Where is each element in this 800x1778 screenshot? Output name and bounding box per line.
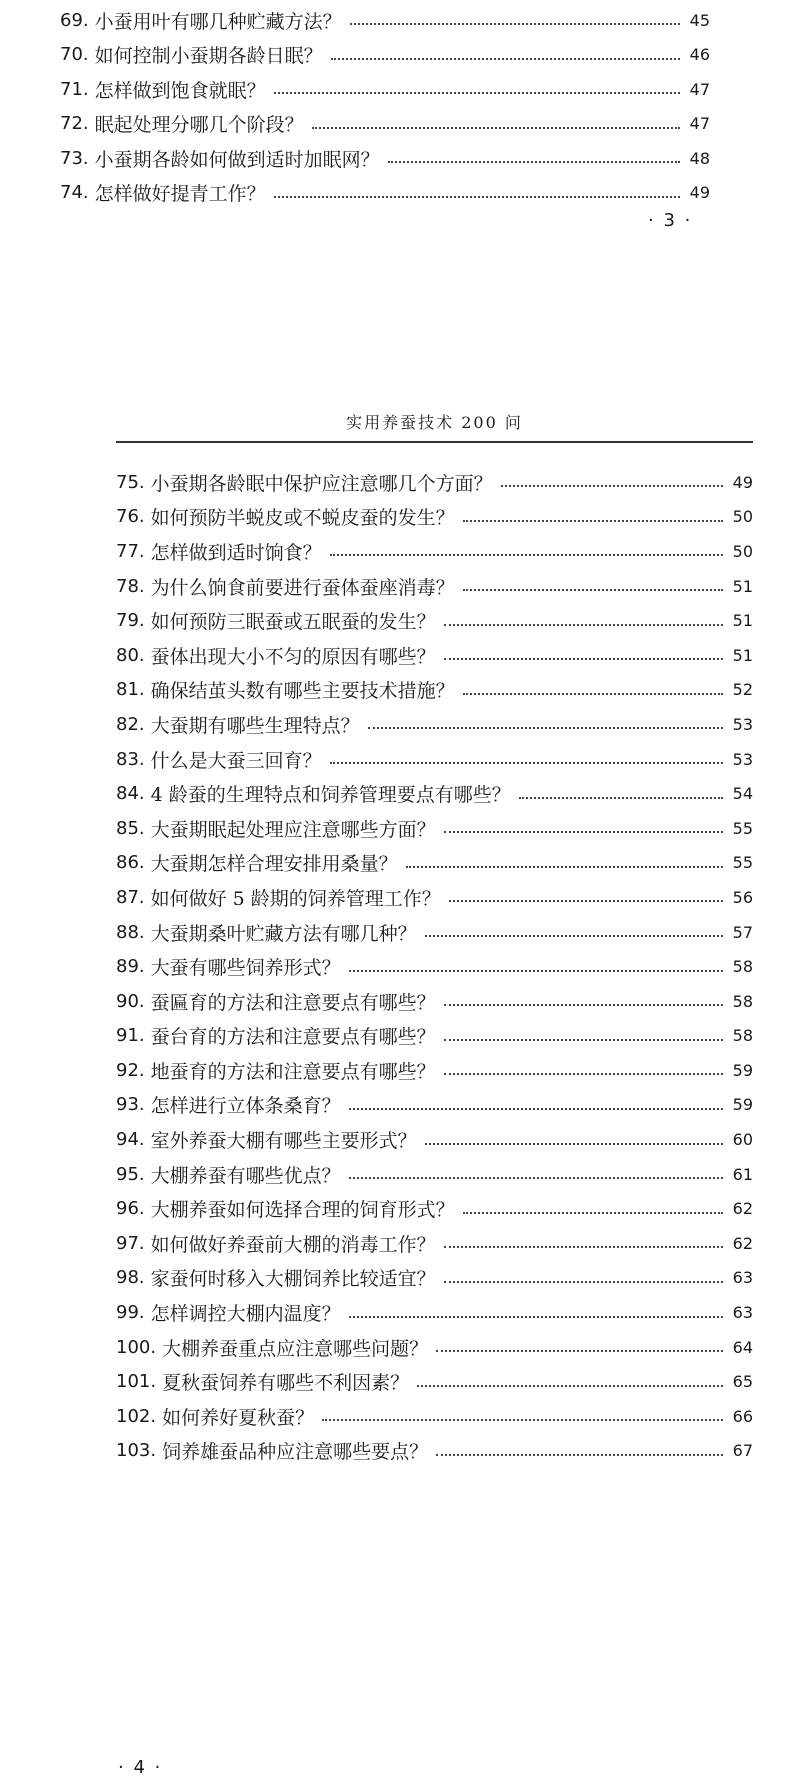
entry-title: 为什么饷食前要进行蚕体蚕座消毒？ [150, 576, 455, 599]
toc-entry [116, 742, 753, 777]
entry-number: 103. [116, 1440, 157, 1462]
entry-title: 怎样调控大棚内温度？ [150, 1303, 341, 1326]
entry-title: 大蚕期眠起处理应注意哪些方面？ [150, 818, 436, 841]
entry-number: 73. [60, 147, 89, 169]
entry-page-number: 63 [732, 1303, 753, 1323]
toc-list [60, 3, 710, 210]
dot-leader [425, 935, 723, 937]
dot-leader [444, 831, 723, 833]
entry-number: 84. [116, 783, 145, 805]
entry-title: 什么是大蚕三回育？ [150, 749, 322, 772]
toc-entry [116, 1157, 753, 1192]
entry-number: 86. [116, 852, 145, 874]
dot-leader [406, 866, 723, 868]
dot-leader [436, 1350, 723, 1352]
entry-number: 93. [116, 1094, 145, 1116]
entry-title: 夏秋蚕饲养有哪些不利因素？ [162, 1372, 410, 1395]
entry-title: 眠起处理分哪几个阶段？ [94, 114, 304, 137]
dot-leader [444, 1004, 723, 1006]
entry-title: 4 龄蚕的生理特点和饲养管理要点有哪些？ [150, 784, 511, 807]
entry-page-number: 59 [732, 1060, 753, 1080]
toc-entry [116, 846, 753, 881]
entry-page-number: 57 [732, 922, 753, 942]
entry-page-number: 58 [732, 957, 753, 977]
entry-title: 大蚕期有哪些生理特点？ [150, 714, 360, 737]
toc-page-4 [0, 345, 800, 1778]
entry-page-number: 53 [732, 749, 753, 769]
dot-leader [330, 762, 723, 764]
header-rule [116, 441, 753, 443]
dot-leader [331, 58, 680, 60]
entry-number: 79. [116, 610, 145, 632]
toc-entry [116, 1364, 753, 1399]
entry-number: 96. [116, 1198, 145, 1220]
entry-page-number: 48 [689, 148, 710, 168]
entry-number: 80. [116, 644, 145, 666]
toc-entry [116, 465, 753, 500]
entry-number: 90. [116, 990, 145, 1012]
entry-number: 85. [116, 817, 145, 839]
dot-leader [519, 797, 723, 799]
entry-page-number: 55 [732, 853, 753, 873]
entry-title: 大棚养蚕重点应注意哪些问题？ [162, 1337, 429, 1360]
entry-title: 家蚕何时移入大棚饲养比较适宜？ [150, 1268, 436, 1291]
entry-title: 怎样做到适时饷食？ [150, 541, 322, 564]
entry-title: 饲养雄蚕品种应注意哪些要点？ [162, 1441, 429, 1464]
entry-number: 71. [60, 78, 89, 100]
entry-number: 77. [116, 540, 145, 562]
dot-leader [463, 1212, 723, 1214]
dot-leader [349, 1108, 723, 1110]
entry-number: 102. [116, 1405, 157, 1427]
entry-title: 大蚕有哪些饲养形式？ [150, 957, 341, 980]
entry-title: 怎样做到饱食就眠？ [94, 79, 266, 102]
dot-leader [388, 161, 680, 163]
toc-entry [116, 1295, 753, 1330]
toc-entry [116, 915, 753, 950]
entry-title: 地蚕育的方法和注意要点有哪些？ [150, 1060, 436, 1083]
entry-title: 大蚕期怎样合理安排用桑量？ [150, 853, 398, 876]
entry-page-number: 56 [732, 887, 753, 907]
dot-leader [350, 23, 680, 25]
entry-page-number: 52 [732, 680, 753, 700]
entry-number: 97. [116, 1232, 145, 1254]
entry-page-number: 63 [732, 1268, 753, 1288]
entry-page-number: 54 [732, 784, 753, 804]
toc-entry [60, 176, 710, 211]
toc-entry [116, 811, 753, 846]
entry-title: 怎样进行立体条桑育？ [150, 1095, 341, 1118]
dot-leader [444, 1246, 723, 1248]
toc-entry [116, 603, 753, 638]
entry-title: 如何养好夏秋蚕？ [162, 1406, 315, 1429]
entry-page-number: 51 [732, 645, 753, 665]
entry-page-number: 60 [732, 1130, 753, 1150]
toc-page-3 [0, 0, 800, 290]
entry-number: 78. [116, 575, 145, 597]
dot-leader [349, 1316, 723, 1318]
dot-leader [417, 1385, 723, 1387]
entry-title: 如何预防半蜕皮或不蜕皮蚕的发生？ [150, 507, 455, 530]
dot-leader [444, 658, 723, 660]
entry-page-number: 53 [732, 714, 753, 734]
entry-page-number: 58 [732, 991, 753, 1011]
entry-number: 72. [60, 113, 89, 135]
entry-page-number: 55 [732, 818, 753, 838]
entry-page-number: 65 [732, 1372, 753, 1392]
toc-entry [116, 534, 753, 569]
entry-number: 70. [60, 44, 89, 66]
toc-entry [116, 1261, 753, 1296]
entry-title: 蚕匾育的方法和注意要点有哪些？ [150, 991, 436, 1014]
entry-number: 75. [116, 471, 145, 493]
toc-entry [116, 984, 753, 1019]
toc-entry [116, 1226, 753, 1261]
entry-title: 室外养蚕大棚有哪些主要形式？ [150, 1130, 417, 1153]
entry-title: 确保结茧头数有哪些主要技术措施？ [150, 680, 455, 703]
toc-entry [116, 949, 753, 984]
toc-entry [60, 107, 710, 142]
entry-number: 83. [116, 748, 145, 770]
entry-title: 大棚养蚕有哪些优点？ [150, 1164, 341, 1187]
dot-leader [444, 1281, 723, 1283]
entry-page-number: 51 [732, 576, 753, 596]
running-head: 实用养蚕技术 200 问 [346, 413, 523, 432]
entry-number: 88. [116, 921, 145, 943]
entry-page-number: 49 [732, 472, 753, 492]
page-number: · 3 · [648, 210, 693, 231]
entry-page-number: 47 [689, 114, 710, 134]
entry-number: 98. [116, 1267, 145, 1289]
toc-entry [116, 1330, 753, 1365]
entry-title: 小蚕期各龄眠中保护应注意哪几个方面？ [150, 472, 493, 495]
entry-number: 82. [116, 713, 145, 735]
toc-entry [116, 638, 753, 673]
toc-entry [116, 1434, 753, 1469]
dot-leader [449, 900, 723, 902]
entry-title: 如何做好养蚕前大棚的消毒工作？ [150, 1233, 436, 1256]
dot-leader [322, 1419, 723, 1421]
entry-page-number: 50 [732, 507, 753, 527]
entry-number: 69. [60, 9, 89, 31]
dot-leader [444, 1039, 723, 1041]
dot-leader [444, 1073, 723, 1075]
entry-number: 89. [116, 956, 145, 978]
entry-number: 74. [60, 182, 89, 204]
entry-page-number: 47 [689, 79, 710, 99]
entry-title: 如何预防三眠蚕或五眠蚕的发生？ [150, 611, 436, 634]
toc-entry [116, 1053, 753, 1088]
toc-entry [116, 1399, 753, 1434]
entry-page-number: 51 [732, 611, 753, 631]
toc-list [116, 465, 753, 1468]
dot-leader [330, 554, 723, 556]
dot-leader [349, 970, 723, 972]
dot-leader [312, 127, 680, 129]
dot-leader [274, 92, 680, 94]
entry-page-number: 46 [689, 45, 710, 65]
dot-leader [436, 1454, 723, 1456]
entry-title: 如何控制小蚕期各龄日眠？ [94, 45, 323, 68]
entry-title: 蚕台育的方法和注意要点有哪些？ [150, 1026, 436, 1049]
toc-entry [60, 72, 710, 107]
dot-leader [463, 589, 723, 591]
entry-number: 94. [116, 1129, 145, 1151]
entry-number: 99. [116, 1302, 145, 1324]
page-number: · 4 · [118, 1757, 163, 1778]
entry-number: 92. [116, 1059, 145, 1081]
toc-entry [60, 3, 710, 38]
dot-leader [501, 485, 723, 487]
dot-leader [349, 1177, 723, 1179]
entry-page-number: 49 [689, 183, 710, 203]
entry-page-number: 66 [732, 1406, 753, 1426]
toc-entry [116, 776, 753, 811]
entry-number: 100. [116, 1336, 157, 1358]
dot-leader [274, 196, 680, 198]
entry-page-number: 67 [732, 1441, 753, 1461]
entry-title: 小蚕期各龄如何做到适时加眠网？ [94, 148, 380, 171]
entry-title: 大棚养蚕如何选择合理的饲育形式？ [150, 1199, 455, 1222]
entry-page-number: 50 [732, 541, 753, 561]
toc-entry [116, 1088, 753, 1123]
toc-entry [60, 38, 710, 73]
entry-page-number: 62 [732, 1233, 753, 1253]
entry-number: 95. [116, 1163, 145, 1185]
entry-page-number: 62 [732, 1199, 753, 1219]
entry-title: 怎样做好提青工作？ [94, 183, 266, 206]
entry-number: 91. [116, 1025, 145, 1047]
entry-number: 76. [116, 506, 145, 528]
entry-page-number: 64 [732, 1337, 753, 1357]
entry-number: 101. [116, 1371, 157, 1393]
toc-entry [116, 569, 753, 604]
toc-entry [60, 141, 710, 176]
entry-number: 87. [116, 886, 145, 908]
entry-page-number: 58 [732, 1026, 753, 1046]
dot-leader [425, 1143, 723, 1145]
toc-entry [116, 1122, 753, 1157]
entry-page-number: 45 [689, 10, 710, 30]
toc-entry [116, 1191, 753, 1226]
entry-number: 81. [116, 679, 145, 701]
toc-entry [116, 880, 753, 915]
toc-entry [116, 707, 753, 742]
dot-leader [444, 624, 723, 626]
dot-leader [463, 520, 723, 522]
dot-leader [463, 693, 723, 695]
entry-title: 小蚕用叶有哪几种贮藏方法？ [94, 10, 342, 33]
toc-entry [116, 1019, 753, 1054]
toc-entry [116, 500, 753, 535]
dot-leader [368, 727, 723, 729]
entry-title: 如何做好 5 龄期的饲养管理工作？ [150, 887, 441, 910]
entry-title: 大蚕期桑叶贮藏方法有哪几种？ [150, 922, 417, 945]
entry-page-number: 61 [732, 1164, 753, 1184]
entry-title: 蚕体出现大小不匀的原因有哪些？ [150, 645, 436, 668]
toc-entry [116, 673, 753, 708]
entry-page-number: 59 [732, 1095, 753, 1115]
